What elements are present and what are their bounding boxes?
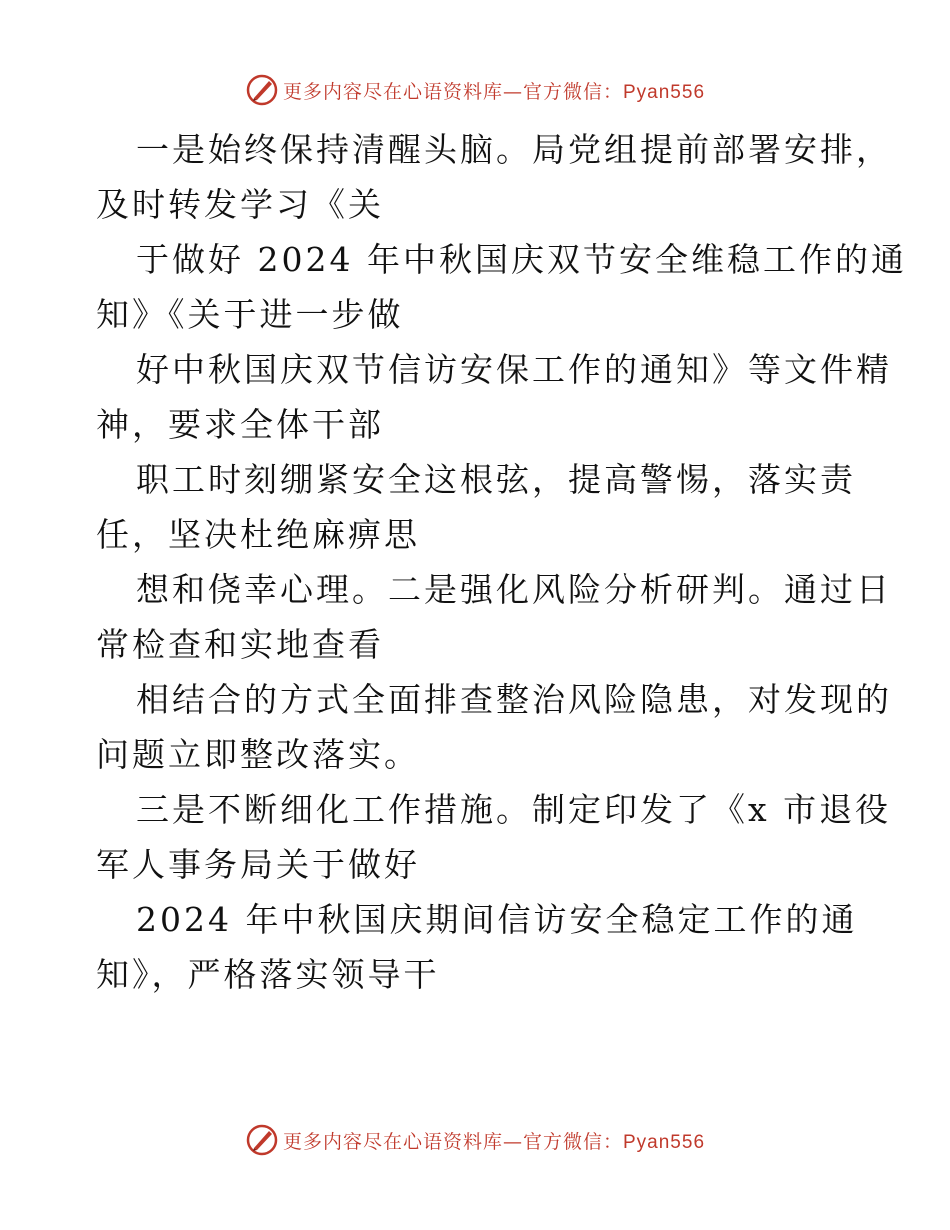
quill-pen-logo-icon bbox=[245, 73, 279, 107]
body-line: 常检查和实地查看 bbox=[96, 625, 384, 664]
body-line: 2024 年中秋国庆期间信访安全稳定工作的通 bbox=[136, 900, 858, 939]
footer-watermark bbox=[0, 1120, 950, 1160]
document-body bbox=[96, 122, 907, 1002]
body-line: 军人事务局关于做好 bbox=[96, 845, 420, 884]
body-line: 任，坚决杜绝麻痹思 bbox=[96, 515, 420, 554]
body-line: 好中秋国庆双节信访安保工作的通知》等文件精 bbox=[136, 350, 892, 389]
quill-pen-logo-icon bbox=[245, 1123, 279, 1157]
watermark-text: 更多内容尽在心语资料库—官方微信：Pyan556 bbox=[282, 80, 706, 103]
body-line: 职工时刻绷紧安全这根弦，提高警惕，落实责 bbox=[136, 460, 856, 499]
body-line: 一是始终保持清醒头脑。局党组提前部署安排， bbox=[136, 130, 892, 169]
body-line: 问题立即整改落实。 bbox=[96, 735, 420, 774]
body-line: 想和侥幸心理。二是强化风险分析研判。通过日 bbox=[136, 570, 892, 609]
watermark-text: 更多内容尽在心语资料库—官方微信：Pyan556 bbox=[282, 1130, 706, 1153]
body-line: 知》，严格落实领导干 bbox=[96, 955, 440, 994]
body-line: 知》《关于进一步做 bbox=[96, 295, 404, 334]
body-line: 三是不断细化工作措施。制定印发了《x 市退役 bbox=[136, 790, 892, 829]
body-line: 相结合的方式全面排查整治风险隐患，对发现的 bbox=[136, 680, 892, 719]
body-line: 及时转发学习《关 bbox=[96, 185, 384, 224]
header-watermark bbox=[0, 70, 950, 110]
body-line: 于做好 2024 年中秋国庆双节安全维稳工作的通 bbox=[136, 240, 907, 279]
body-line: 神，要求全体干部 bbox=[96, 405, 384, 444]
